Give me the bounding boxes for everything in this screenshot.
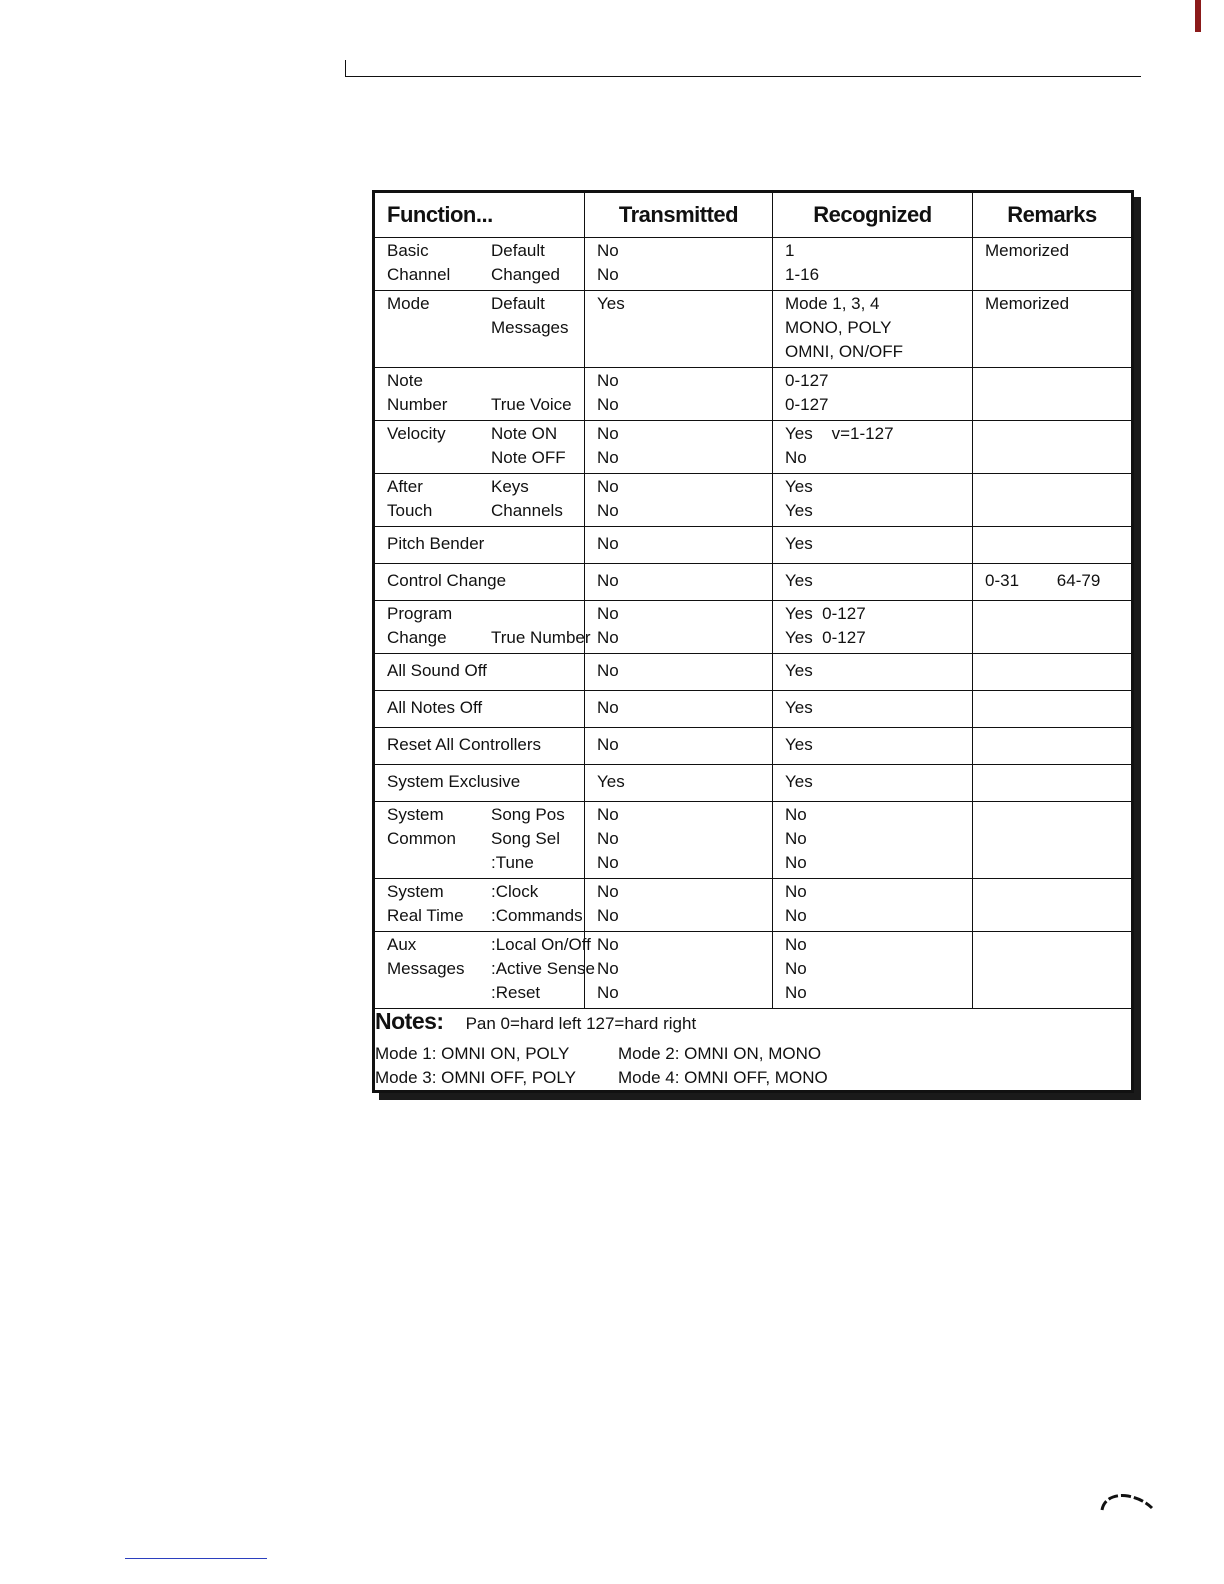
- recognized-value: 1: [785, 241, 795, 260]
- remarks-cell: [973, 421, 1132, 474]
- table-row: [375, 527, 1132, 564]
- recognized-cell: [773, 879, 973, 932]
- recognized-value: No: [785, 983, 807, 1002]
- recognized-value: 0-127: [785, 395, 829, 414]
- recognized-cell: [773, 368, 973, 421]
- transmitted-cell: [585, 291, 773, 368]
- function-cell: [375, 527, 585, 564]
- remarks-cell: [973, 691, 1132, 728]
- recognized-cell: [773, 765, 973, 802]
- recognized-cell: [773, 728, 973, 765]
- recognized-value: No: [785, 882, 807, 901]
- table-row: [375, 474, 1132, 527]
- header-recognized: Recognized: [773, 193, 973, 238]
- transmitted-cell: [585, 368, 773, 421]
- function-sublabel: Messages: [491, 318, 569, 337]
- transmitted-cell: [585, 238, 773, 291]
- function-label: All Sound Off: [387, 661, 487, 680]
- function-sublabel: Keys: [491, 477, 529, 496]
- transmitted-value: No: [597, 983, 619, 1002]
- function-label: Common: [387, 829, 456, 848]
- function-label: Control Change: [387, 571, 507, 590]
- transmitted-value: No: [597, 628, 619, 647]
- recognized-cell: [773, 691, 973, 728]
- function-cell: [375, 601, 591, 654]
- function-cell: [375, 474, 585, 527]
- function-cell: [375, 654, 585, 691]
- function-sublabel: Changed: [491, 265, 561, 284]
- table-row: [375, 932, 1132, 1009]
- recognized-value: 1-16: [785, 265, 820, 284]
- transmitted-value: No: [597, 959, 619, 978]
- header-transmitted: Transmitted: [585, 193, 773, 238]
- function-sublabel: Song Pos: [491, 805, 565, 824]
- transmitted-value: No: [597, 853, 619, 872]
- function-label: Pitch Bender: [387, 534, 485, 553]
- function-sublabel: Default: [491, 294, 545, 313]
- remarks-cell: [973, 765, 1132, 802]
- recognized-value: No: [785, 829, 807, 848]
- footer-link-underline: [125, 1558, 267, 1559]
- transmitted-value: Yes: [597, 294, 625, 313]
- recognized-value: Mode 1, 3, 4: [785, 294, 880, 313]
- recognized-cell: [773, 527, 973, 564]
- function-sublabel: Note OFF: [491, 448, 566, 467]
- function-sublabel: Song Sel: [491, 829, 560, 848]
- recognized-value: Yes: [785, 501, 813, 520]
- remarks-cell: [973, 601, 1132, 654]
- recognized-value: Yes: [785, 735, 813, 754]
- function-cell: [375, 691, 585, 728]
- recognized-value: No: [785, 906, 807, 925]
- function-cell: [375, 802, 585, 879]
- remarks-cell: [973, 654, 1132, 691]
- transmitted-value: No: [597, 265, 619, 284]
- function-label: After: [387, 477, 423, 496]
- function-label: Channel: [387, 265, 451, 284]
- transmitted-cell: [585, 765, 773, 802]
- function-cell: [375, 728, 585, 765]
- transmitted-cell: [585, 601, 773, 654]
- chart-body: [375, 238, 1132, 1009]
- remarks-value: Memorized: [985, 241, 1070, 260]
- function-label: [387, 851, 491, 875]
- recognized-value: Yes: [785, 661, 813, 680]
- notes-title: Notes:: [375, 1008, 444, 1034]
- header-function: Function...: [375, 193, 585, 238]
- transmitted-value: Yes: [597, 772, 625, 791]
- function-sublabel: True Number: [491, 628, 591, 647]
- table-row: [375, 238, 1132, 291]
- recognized-value: Yes: [785, 698, 813, 717]
- transmitted-value: No: [597, 448, 619, 467]
- remarks-cell: [973, 368, 1132, 421]
- recognized-value: 0-127: [785, 371, 829, 390]
- recognized-cell: [773, 291, 973, 368]
- remarks-cell: [973, 474, 1132, 527]
- recognized-value: No: [785, 935, 807, 954]
- header-tick: [345, 60, 346, 76]
- function-label: [387, 981, 491, 1005]
- transmitted-value: No: [597, 501, 619, 520]
- function-cell: [375, 291, 585, 368]
- table-row: [375, 564, 1132, 601]
- recognized-cell: [773, 932, 973, 1009]
- remarks-cell: [973, 564, 1132, 601]
- note-mode-2: Mode 2: OMNI ON, MONO: [618, 1044, 822, 1063]
- midi-table: [374, 192, 1132, 1091]
- function-sublabel: Channels: [491, 501, 563, 520]
- function-sublabel: :Tune: [491, 853, 534, 872]
- remarks-value: Memorized: [985, 294, 1070, 313]
- note-mode-1: Mode 1: OMNI ON, POLY: [375, 1044, 570, 1063]
- transmitted-value: No: [597, 424, 619, 443]
- transmitted-value: No: [597, 906, 619, 925]
- note-mode-3: Mode 3: OMNI OFF, POLY: [375, 1068, 576, 1087]
- function-label: Mode: [387, 294, 430, 313]
- function-label: All Notes Off: [387, 698, 483, 717]
- remarks-value: 0-31 64-79: [985, 571, 1101, 590]
- recognized-value: No: [785, 805, 807, 824]
- header-remarks: Remarks: [973, 193, 1132, 238]
- function-sublabel: :Active Sense: [491, 959, 595, 978]
- transmitted-value: No: [597, 735, 619, 754]
- recognized-cell: [773, 474, 973, 527]
- function-sublabel: :Clock: [491, 882, 539, 901]
- function-label: [387, 316, 491, 340]
- transmitted-value: No: [597, 477, 619, 496]
- recognized-value: Yes v=1-127: [785, 424, 894, 443]
- table-row: [375, 601, 1132, 654]
- remarks-cell: [973, 238, 1132, 291]
- recognized-value: Yes: [785, 571, 813, 590]
- recognized-value: Yes: [785, 772, 813, 791]
- transmitted-cell: [585, 527, 773, 564]
- function-label: [387, 446, 491, 470]
- function-sublabel: :Local On/Off: [491, 935, 591, 954]
- transmitted-cell: [585, 421, 773, 474]
- header-rule: [345, 76, 1141, 77]
- remarks-cell: [973, 879, 1132, 932]
- transmitted-cell: [585, 728, 773, 765]
- remarks-cell: [973, 728, 1132, 765]
- function-label: Messages: [387, 959, 465, 978]
- transmitted-value: No: [597, 571, 619, 590]
- transmitted-value: No: [597, 241, 619, 260]
- transmitted-cell: [585, 879, 773, 932]
- function-cell: [375, 932, 595, 1009]
- transmitted-value: No: [597, 935, 619, 954]
- table-row: [375, 291, 1132, 368]
- function-cell: [375, 368, 585, 421]
- notes-pan: Pan 0=hard left 127=hard right: [465, 1014, 697, 1033]
- transmitted-value: No: [597, 534, 619, 553]
- function-sublabel: True Voice: [491, 395, 572, 414]
- transmitted-cell: [585, 564, 773, 601]
- recognized-cell: [773, 601, 973, 654]
- notes-row: [375, 1009, 1132, 1091]
- function-cell: [375, 238, 585, 291]
- remarks-cell: [973, 932, 1132, 1009]
- recognized-value: Yes: [785, 477, 813, 496]
- remarks-cell: [973, 802, 1132, 879]
- transmitted-value: No: [597, 395, 619, 414]
- recognized-value: OMNI, ON/OFF: [785, 342, 904, 361]
- recognized-cell: [773, 802, 973, 879]
- midi-implementation-chart: [372, 190, 1134, 1093]
- recognized-cell: [773, 238, 973, 291]
- function-label: Real Time: [387, 906, 464, 925]
- transmitted-value: No: [597, 661, 619, 680]
- table-row: [375, 654, 1132, 691]
- function-label: System: [387, 805, 444, 824]
- table-row: [375, 421, 1132, 474]
- transmitted-value: No: [597, 371, 619, 390]
- transmitted-value: No: [597, 805, 619, 824]
- transmitted-cell: [585, 474, 773, 527]
- notes-modes: [375, 1042, 1131, 1090]
- function-sublabel: :Commands: [491, 906, 583, 925]
- table-row: [375, 802, 1132, 879]
- function-cell: [375, 879, 585, 932]
- function-cell: [375, 765, 585, 802]
- remarks-cell: [973, 527, 1132, 564]
- recognized-value: No: [785, 853, 807, 872]
- function-label: Basic: [387, 241, 429, 260]
- recognized-value: No: [785, 448, 807, 467]
- remarks-cell: [973, 291, 1132, 368]
- transmitted-value: No: [597, 829, 619, 848]
- table-row: [375, 765, 1132, 802]
- transmitted-cell: [585, 802, 773, 879]
- function-label: Aux: [387, 935, 417, 954]
- function-label: Velocity: [387, 424, 446, 443]
- function-cell: [375, 564, 585, 601]
- transmitted-cell: [585, 932, 773, 1009]
- recognized-value: MONO, POLY: [785, 318, 892, 337]
- header-row: [375, 193, 1132, 238]
- recognized-cell: [773, 564, 973, 601]
- table-row: [375, 728, 1132, 765]
- page-edge-tab: [1195, 0, 1201, 32]
- function-label: System Exclusive: [387, 772, 521, 791]
- transmitted-cell: [585, 654, 773, 691]
- table-row: [375, 879, 1132, 932]
- function-label: Note: [387, 371, 423, 390]
- table-row: [375, 691, 1132, 728]
- function-label: Number: [387, 395, 448, 414]
- function-label: Change: [387, 628, 447, 647]
- recognized-value: Yes: [785, 534, 813, 553]
- note-mode-4: Mode 4: OMNI OFF, MONO: [618, 1068, 828, 1087]
- transmitted-cell: [585, 691, 773, 728]
- recognized-value: No: [785, 959, 807, 978]
- function-cell: [375, 421, 585, 474]
- recognized-cell: [773, 654, 973, 691]
- transmitted-value: No: [597, 698, 619, 717]
- function-sublabel: Default: [491, 241, 545, 260]
- transmitted-value: No: [597, 882, 619, 901]
- function-label: System: [387, 882, 444, 901]
- recognized-value: Yes 0-127: [785, 604, 866, 623]
- transmitted-value: No: [597, 604, 619, 623]
- recognized-value: Yes 0-127: [785, 628, 866, 647]
- function-label: Program: [387, 604, 453, 623]
- notes-cell: [375, 1009, 1132, 1091]
- function-label: Reset All Controllers: [387, 735, 542, 754]
- function-sublabel: :Reset: [491, 983, 541, 1002]
- table-row: [375, 368, 1132, 421]
- function-label: Touch: [387, 501, 433, 520]
- page-corner-glyph: [1098, 1488, 1156, 1514]
- function-sublabel: Note ON: [491, 424, 558, 443]
- recognized-cell: [773, 421, 973, 474]
